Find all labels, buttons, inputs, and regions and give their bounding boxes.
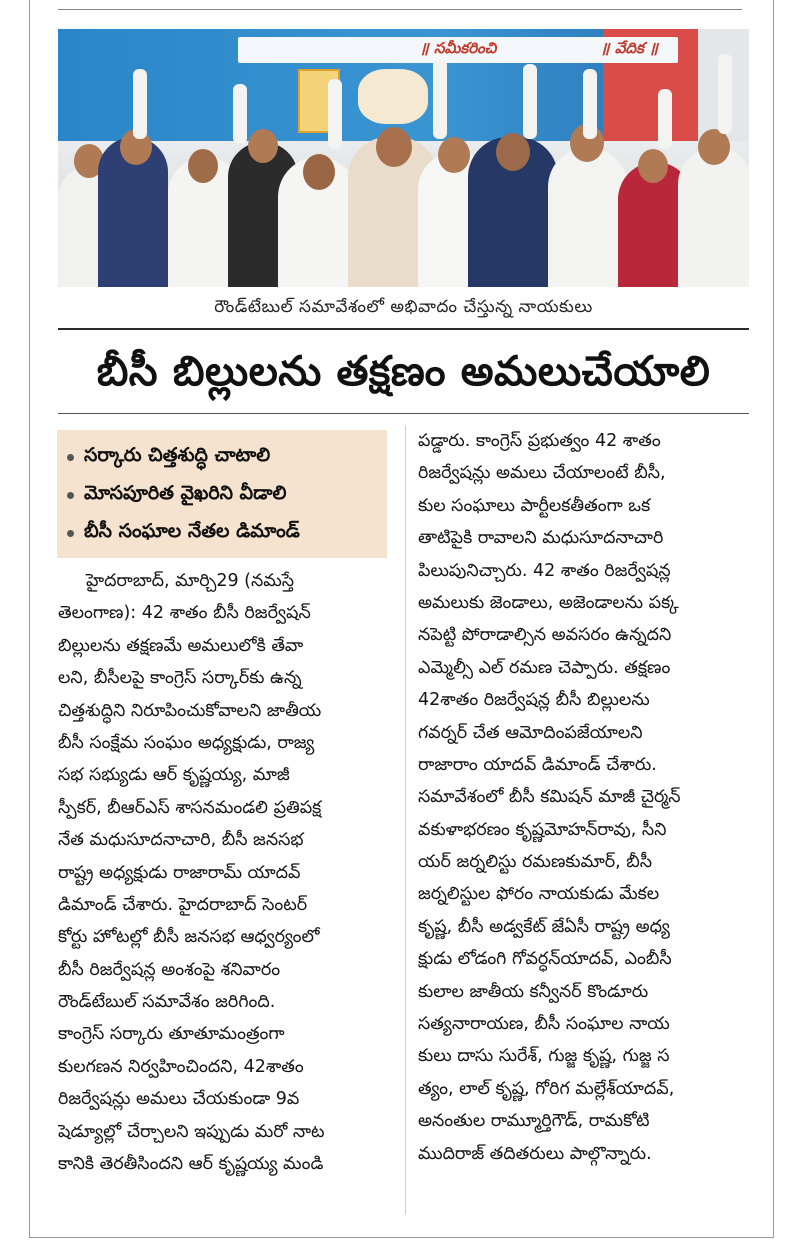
body-line: సభ సభ్యుడు ఆర్ కృష్ణయ్య, మాజీ [58, 765, 290, 786]
body-line: హైదరాబాద్, మార్చి29 (నమస్తే [86, 571, 295, 591]
bullet-icon [67, 492, 74, 499]
body-line: రౌండ్‌టేబుల్ సమావేశం జరిగింది. [58, 992, 276, 1013]
body-line: బిల్లులను తక్షణమే అమలులోకి తేవా [58, 635, 304, 656]
highlight-item [67, 476, 377, 514]
body-line: గవర్నర్ చేత ఆమోదింపజేయాలని [418, 722, 643, 743]
body-line: డిమాండ్ చేశారు. హైదరాబాద్ సెంటర్ [58, 894, 308, 915]
body-line: తెలంగాణ): 42 శాతం బీసీ రిజర్వేషన్ [58, 603, 311, 624]
body-line: కృష్ణ, బీసీ అడ్వకేట్ జేఏసీ రాష్ట్ర అధ్య [418, 916, 670, 937]
body-line: షెడ్యూల్లో చేర్చాలని ఇప్పుడు మరో నాట [58, 1121, 325, 1142]
banner-text-right: ॥ వేదిక ॥ [600, 39, 658, 57]
body-line: నపెట్టి పోరాడాల్సిన అవసరం ఉన్నదని [418, 625, 672, 646]
column-divider [405, 425, 406, 1215]
body-line: రిజర్వేషన్లు అమలు చేయాలంటే బీసీ, [418, 463, 666, 484]
bullet-icon [67, 530, 74, 537]
top-rule [58, 9, 742, 10]
photo-banner [58, 29, 749, 141]
highlight-item [67, 514, 377, 552]
banner-text-left: ॥ సమీకరించి [419, 39, 497, 57]
body-line: కుల సంఘాలు పార్టీలకతీతంగా ఒక [418, 495, 651, 516]
body-line: నేత మధుసూదనాచారి, బీసీ జనసభ [58, 830, 304, 851]
body-line: స్పీకర్, బీఆర్‌ఎస్ శాసనమండలి ప్రతిపక్ష [58, 797, 322, 818]
body-line: ముదిరాజ్ తదితరులు పాల్గొన్నారు. [418, 1143, 652, 1164]
highlight-text: మోసపూరిత వైఖరిని వీడాలి [84, 481, 287, 504]
body-line: బీసీ రిజర్వేషన్ల అంశంపై శనివారం [58, 959, 281, 980]
body-line: కాంగ్రెస్ సర్కారు తూతూమంత్రంగా [58, 1024, 285, 1045]
body-line: కులు దాసు సురేశ్, గుజ్జ కృష్ణ, గుజ్జ స [418, 1046, 670, 1067]
body-line: కులగణన నిర్వహించిందని, 42శాతం [58, 1056, 304, 1077]
body-line: 42శాతం రిజర్వేషన్ల బీసీ బిల్లులను [418, 690, 650, 711]
body-line: తాటిపైకి రావాలని మధుసూదనాచారి [418, 528, 664, 549]
banner-text-strip [238, 37, 678, 63]
body-line: పడ్డారు. కాంగ్రెస్ ప్రభుత్వం 42 శాతం [418, 431, 661, 451]
body-line: వకుళాభరణం కృష్ణమోహన్‌రావు, సీని [418, 819, 667, 840]
highlight-item [67, 438, 377, 476]
body-line: రిజర్వేషన్లు అమలు చేయకుండా 9వ [58, 1089, 300, 1110]
body-line: కానికి తెరతీసిందని ఆర్ కృష్ణయ్య మండి [58, 1154, 324, 1175]
body-line: బీసీ సంక్షేమ సంఘం అధ్యక్షుడు, రాజ్య [58, 732, 315, 753]
body-line: లని, బీసీలపై కాంగ్రెస్ సర్కార్‌కు ఉన్న [58, 668, 302, 689]
article-headline: బీసీ బిల్లులను తక్షణం అమలుచేయాలి [96, 347, 711, 395]
body-line: అమలుకు జెండాలు, అజెండాలను పక్క [418, 592, 679, 613]
photo-caption: రౌండ్‌టేబుల్ సమావేశంలో అభివాదం చేస్తున్న నాయకులు [214, 297, 593, 317]
body-line: పిలుపునిచ్చారు. 42 శాతం రిజర్వేషన్ల [418, 560, 671, 581]
article-photo [58, 29, 749, 287]
body-line: సమావేశంలో బీసీ కమిషన్ మాజీ చైర్మన్ [418, 787, 681, 808]
body-line: క్షుడు లోడంగి గోవర్ధన్‌యాదవ్, ఎంబీసీ [418, 949, 672, 970]
bullet-icon [67, 454, 74, 461]
body-line: జర్నలిస్టుల ఫోరం నాయకుడు మేకల [418, 884, 660, 905]
body-line: కులాల జాతీయ కన్వీనర్ కొండూరు [418, 981, 649, 1002]
highlight-text: బీసీ సంఘాల నేతల డిమాండ్ [84, 519, 300, 542]
body-line: ఎమ్మెల్సీ ఎల్ రమణ చెప్పారు. తక్షణం [418, 657, 671, 678]
body-line: త్యం, లాల్ కృష్ణ, గోరిగ మల్లేశ్‌యాదవ్, [418, 1078, 675, 1099]
headline-rule [58, 413, 749, 414]
body-line: రాజారాం యాదవ్ డిమాండ్ చేశారు. [418, 754, 657, 775]
body-line: సత్యనారాయణ, బీసీ సంఘాల నాయ [418, 1014, 670, 1035]
article-column-2 [418, 425, 753, 1170]
article-column-1 [58, 565, 393, 1180]
body-line: కోర్టు హోటల్లో బీసీ జనసభ ఆధ్వర్యంలో [58, 927, 320, 948]
body-line: రాష్ట్ర అధ్యక్షుడు రాజారామ్ యాదవ్ [58, 862, 301, 883]
highlights-box [57, 430, 387, 558]
highlight-text: సర్కారు చిత్తశుద్ధి చాటాలి [84, 443, 271, 466]
banner-portrait-2 [358, 69, 428, 124]
caption-rule [58, 328, 749, 330]
body-line: అనంతుల రామ్మూర్తిగౌడ్, రామకోటి [418, 1111, 650, 1132]
body-line: యర్ జర్నలిస్టు రమణకుమార్, బీసీ [418, 852, 653, 873]
body-line: చిత్తశుద్ధిని నిరూపించుకోవాలని జాతీయ [58, 700, 322, 721]
